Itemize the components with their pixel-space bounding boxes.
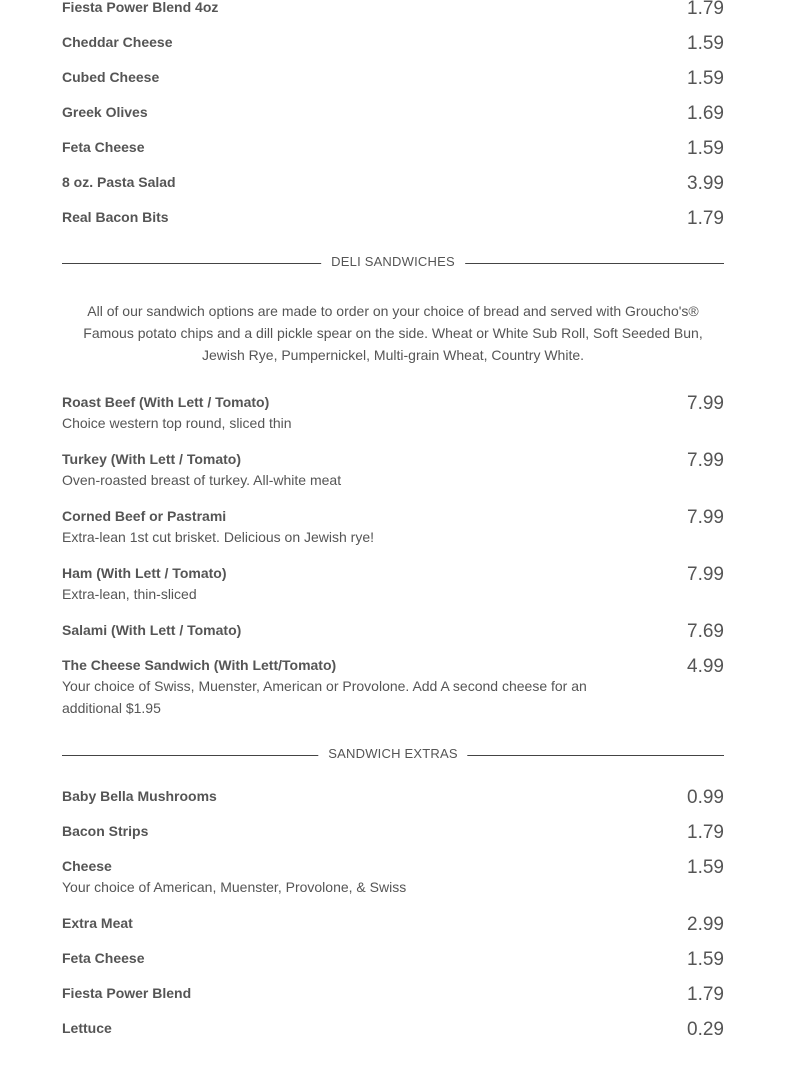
menu-item [62,563,724,605]
item-description: Your choice of American, Muenster, Provolone, & Swiss [62,879,407,895]
item-name: Roast Beef (With Lett / Tomato) [62,394,270,410]
item-price: 4.99 [687,656,724,677]
item-name: Ham (With Lett / Tomato) [62,565,227,581]
menu-item [62,620,724,643]
menu-item [62,392,724,434]
item-description: Choice western top round, sliced thin [62,415,292,431]
item-description: Your choice of Swiss, Muenster, American or Provolone. Add A second cheese for an additional $1.95 [62,678,587,716]
menu-item [62,1018,724,1041]
menu-item [62,67,724,90]
extras-items-list [62,786,724,1041]
menu-item [62,821,724,844]
section-intro: All of our sandwich options are made to order on your choice of bread and served with Groucho's® Famous potato chips and a dill pickle spear on the side. Wheat or White Sub Roll, Soft Seeded Bun, Jewish Rye, Pumpernickel, Multi-grain Wheat, Country White. [83,303,703,363]
item-name: Corned Beef or Pastrami [62,508,227,524]
menu-item [62,913,724,936]
menu-item [62,32,724,55]
menu-page [62,0,724,1053]
item-price: 1.79 [687,208,724,229]
item-price: 1.79 [687,822,724,843]
top-items-list [62,0,724,230]
item-name: Cubed Cheese [62,69,160,85]
item-price: 7.69 [687,621,724,642]
item-price: 7.99 [687,393,724,414]
item-name: Fiesta Power Blend [62,985,192,1001]
item-price: 1.59 [687,68,724,89]
item-price: 1.59 [687,138,724,159]
item-description: Extra-lean, thin-sliced [62,586,197,602]
item-price: 7.99 [687,450,724,471]
menu-item [62,655,724,719]
item-name: Cheese [62,858,112,874]
deli-items-list [62,392,724,719]
section-title: SANDWICH EXTRAS [318,746,467,761]
item-name: Lettuce [62,1020,112,1036]
item-name: Bacon Strips [62,823,149,839]
item-name: Turkey (With Lett / Tomato) [62,451,242,467]
item-name: Cheddar Cheese [62,34,173,50]
item-description: Extra-lean 1st cut brisket. Delicious on Jewish rye! [62,529,375,545]
menu-item [62,137,724,160]
item-name: Feta Cheese [62,139,145,155]
menu-item [62,786,724,809]
item-name: The Cheese Sandwich (With Lett/Tomato) [62,657,337,673]
item-price: 1.59 [687,33,724,54]
item-price: 1.79 [687,0,724,19]
item-price: 7.99 [687,507,724,528]
item-price: 0.29 [687,1019,724,1040]
item-name: Extra Meat [62,915,133,931]
menu-item [62,207,724,230]
item-name: Baby Bella Mushrooms [62,788,217,804]
item-name: Salami (With Lett / Tomato) [62,622,242,638]
item-price: 7.99 [687,564,724,585]
section-title: DELI SANDWICHES [321,254,465,269]
item-price: 2.99 [687,914,724,935]
menu-item [62,172,724,195]
item-price: 1.59 [687,857,724,878]
item-name: 8 oz. Pasta Salad [62,174,176,190]
item-price: 1.69 [687,103,724,124]
menu-item [62,506,724,548]
item-description: Oven-roasted breast of turkey. All-white meat [62,472,342,488]
item-price: 1.59 [687,949,724,970]
menu-item [62,948,724,971]
item-name: Real Bacon Bits [62,209,169,225]
item-name: Greek Olives [62,104,148,120]
section-header-sandwich-extras [62,744,724,766]
item-price: 1.79 [687,984,724,1005]
item-name: Feta Cheese [62,950,145,966]
item-name: Fiesta Power Blend 4oz [62,0,219,15]
menu-item [62,856,724,898]
menu-item [62,0,724,20]
menu-item [62,102,724,125]
section-header-deli-sandwiches [62,252,724,274]
item-price: 0.99 [687,787,724,808]
menu-item [62,983,724,1006]
menu-item [62,449,724,491]
item-price: 3.99 [687,173,724,194]
